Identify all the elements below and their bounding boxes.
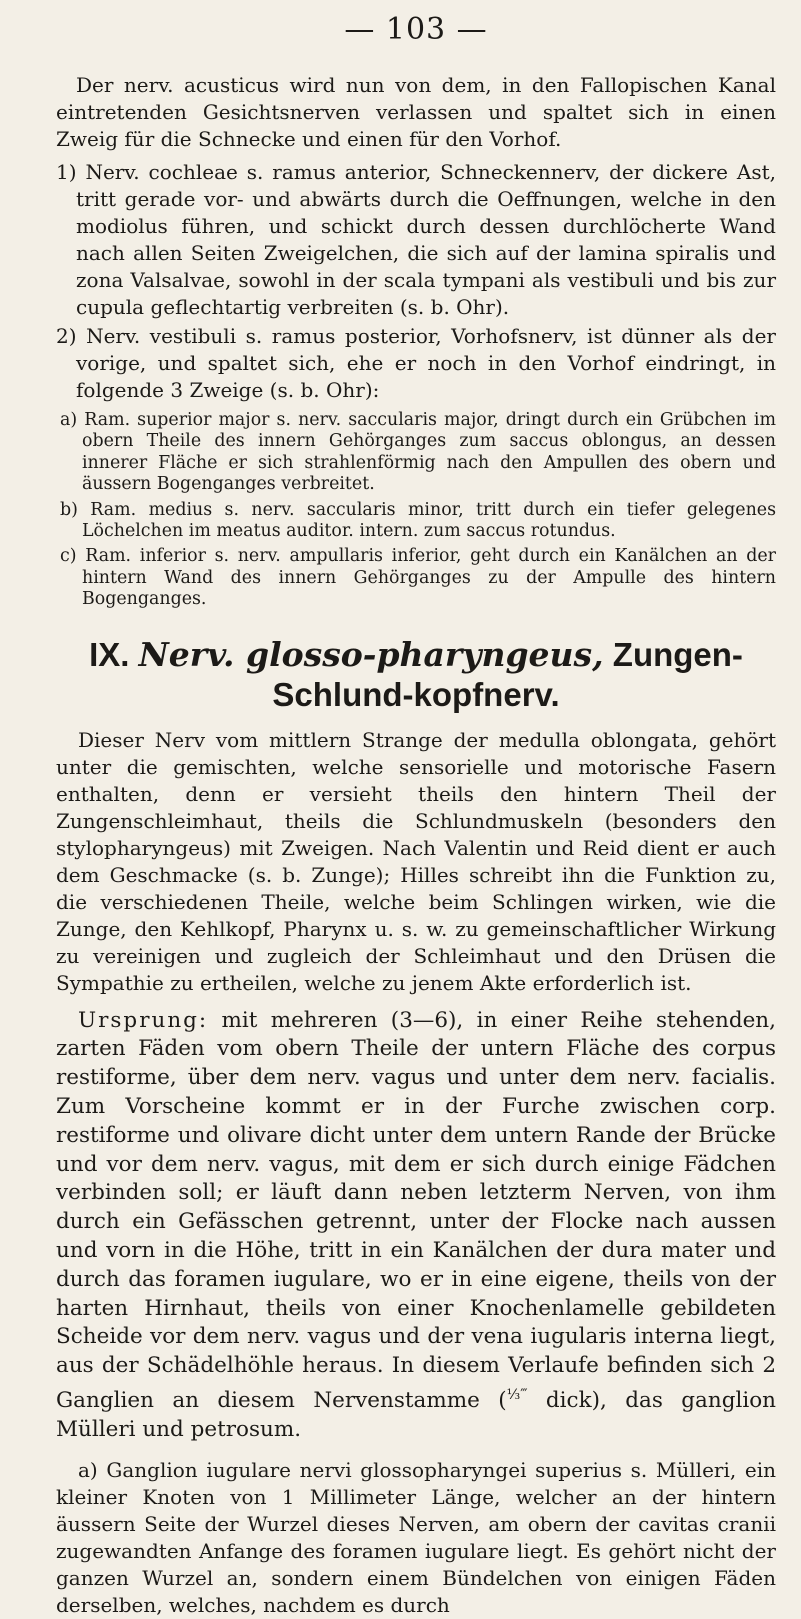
section-latin-title: Nerv. glosso-pharyngeus, — [138, 634, 604, 674]
origin-text-a: mit mehreren (3—6), in einer Reihe stehenden, zarten Fäden vom obern Theile der untern Fläche des corpus restiforme, über dem nerv. vagus und unter dem nerv. facialis. Zum Vorscheine kommt er in der Furche zwischen corp. restiforme und olivare dicht unter dem untern Rande der Brücke und vor dem nerv. vagus, mit dem er sich durch einige Fädchen verbinden soll; er läuft dann neben letzterm Nerven, von ihm durch ein Gefässchen getrennt, unter der Flocke nach aussen und vorn in die Höhe, tritt in ein Kanälchen der dura mater und durch das foramen iugulare, wo er in eine eigene, theils von der harten Hirnhaut, theils von einer Knochenlamelle gebildeten Scheide vor dem nerv. vagus und der vena iugularis interna liegt, aus der Schädelhöhle heraus. In diesem Verlaufe befinden sich 2 Ganglien an diesem Nervenstamme ( — [56, 1007, 776, 1414]
list-item-cochleae: 1) Nerv. cochleae s. ramus anterior, Schneckennerv, der dickere Ast, tritt gerade vor- und abwärts durch die Oeffnungen, welche in den modiolus führen, und schickt durch dessen durchlöcherte Wand nach allen Seiten Zweigelchen, die sich auf der lamina spiralis und zona Valsalvae, sowohl in der scala tympani als vestibuli und bis zur cupula geflechtartig verbreiten (s. b. Ohr). — [56, 160, 776, 319]
subitem-a: a) Ram. superior major s. nerv. saccularis major, dringt durch ein Grübchen im obern Theile des innern Gehörganges zum saccus oblongus, an dessen innerer Fläche er sich strahlenförmig nach den Ampullen des obern und äussern Bogenganges verbreitet. — [60, 410, 776, 495]
page — [56, 0, 776, 1619]
subitem-b: b) Ram. medius s. nerv. saccularis minor, tritt durch ein tiefer gelegenes Löchelchen im meatus auditor. intern. zum saccus rotundus. — [60, 499, 776, 542]
section-number: IX. — [89, 635, 130, 673]
subitem-c: c) Ram. inferior s. nerv. ampullaris inferior, geht durch ein Kanälchen an der hintern Wand des innern Gehörganges zu der Ampulle des hintern Bogenganges. — [60, 546, 776, 610]
origin-text-b: dick), das ganglion Mülleri und petrosum. — [56, 1388, 776, 1442]
section-german-title: Zungen-Schlund-kopfnerv. — [272, 635, 743, 713]
paragraph-ganglion: a) Ganglion iugulare nervi glossopharyngei superius s. Mülleri, ein kleiner Knoten von 1 Millimeter Länge, welcher an der hintern äussern Seite der Wurzel dieses Nerven, am obern der cavitas cranii zugewandten Anfange des foramen iugulare liegt. Es gehört nicht der ganzen Wurzel an, sondern einem Bündelchen von einigen Fäden derselben, welches, nachdem es durch — [56, 1457, 776, 1617]
page-number: — 103 — — [344, 12, 488, 47]
paragraph-description: Dieser Nerv vom mittlern Strange der medulla oblongata, gehört unter die gemischten, welche sensorielle und motorische Fasern enthalten, denn er versieht theils den hintern Theil der Zungenschleimhaut, theils die Schlundmuskeln (besonders den stylopharyngeus) mit Zweigen. Nach Valentin und Reid dient er auch dem Geschmacke (s. b. Zunge); Hilles schreibt ihn die Funktion zu, die verschiedenen Theile, welche beim Schlingen wirken, wie die Zunge, den Kehlkopf, Pharynx u. s. w. zu gemeinschaftlicher Wirkung zu vereinigen und zugleich der Schleimhaut und den Drüsen die Sympathie zu ertheilen, welche zu jenem Akte erforderlich ist. — [56, 727, 776, 995]
paragraph-origin — [56, 1007, 776, 1445]
section-heading — [56, 635, 776, 715]
thickness-fraction: ⅓‴ — [506, 1387, 528, 1404]
origin-label: Ursprung: — [78, 1007, 209, 1033]
list-item-vestibuli: 2) Nerv. vestibuli s. ramus posterior, Vorhofsnerv, ist dünner als der vorige, und spaltet sich, ehe er noch in den Vorhof eindringt, in folgende 3 Zweige (s. b. Ohr): — [56, 324, 776, 402]
intro-paragraph: Der nerv. acusticus wird nun von dem, in den Fallopischen Kanal eintretenden Gesichtsnerven verlassen und spaltet sich in einen Zweig für die Schnecke und einen für den Vorhof. — [56, 73, 776, 151]
